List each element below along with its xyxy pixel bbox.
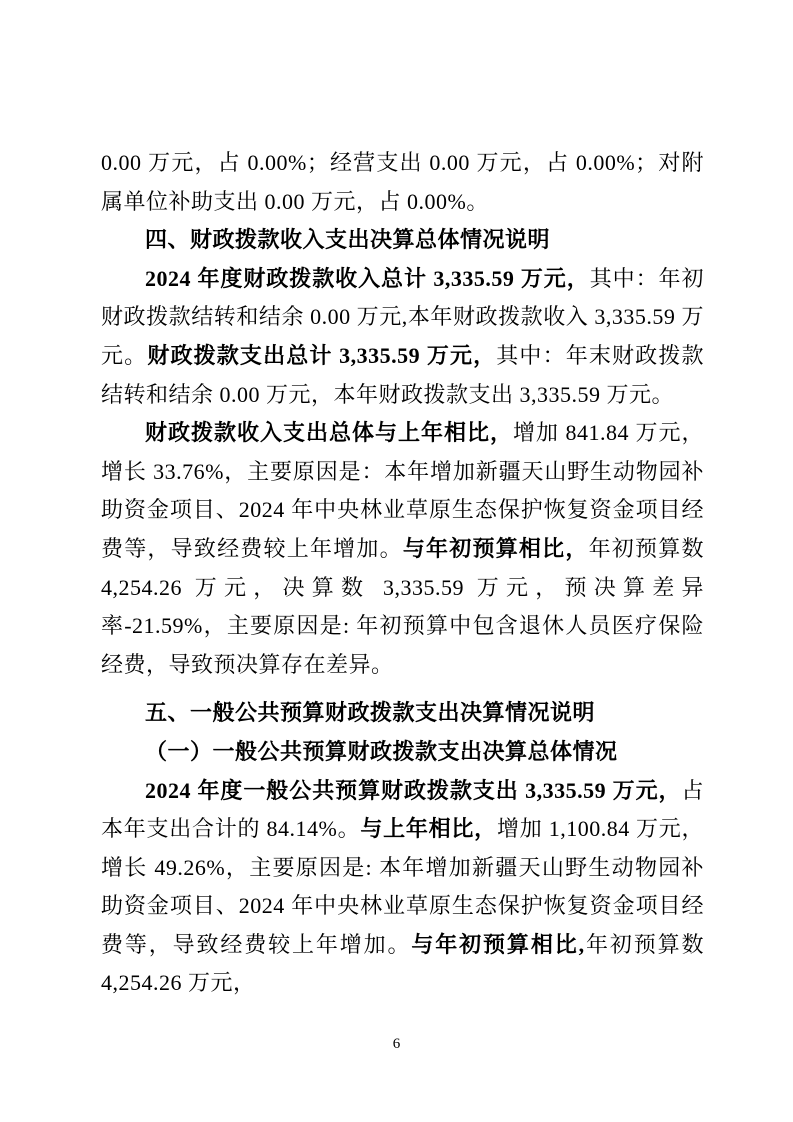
text-run: 0.00 万元，占 0.00%；经营支出 0.00 万元，占 0.00%；对附属单位补助支出 0.00 万元，占 0.00%。 — [101, 150, 704, 214]
text-run: 与年初预算相比, — [411, 931, 585, 957]
text-run: 与年初预算相比， — [402, 535, 589, 561]
paragraph — [101, 772, 704, 1004]
section-heading — [101, 733, 704, 772]
text-run: 2024 年度一般公共预算财政拨款支出 3,335.59 万元， — [145, 777, 682, 803]
text-run: 其中：年初财政拨款结转和结余 0.00 万元,本年财政拨款收入 3,335.59 万元。 — [101, 265, 704, 368]
text-run: 其中：年末财政拨款结转和结余 0.00 万元，本年财政拨款支出 3,335.59 万元。 — [101, 342, 704, 407]
text-run: 年初预算数 4,254.26 万元，决算数 3,335.59 万元，预决算差异率-21.59%，主要原因是: 年初预算中包含退休人员医疗保险经费，导致预决算存在差异。 — [101, 535, 704, 677]
paragraph — [101, 414, 704, 684]
page-footer — [0, 1036, 793, 1053]
page-number: 6 — [392, 1036, 401, 1052]
text-run: （一）一般公共预算财政拨款支出决算总体情况 — [145, 738, 618, 764]
text-run: 2024 年度财政拨款收入总计 3,335.59 万元， — [145, 265, 590, 291]
document-body — [101, 144, 704, 1003]
paragraph — [101, 144, 704, 221]
section-heading — [101, 221, 704, 260]
paragraph — [101, 260, 704, 414]
section-heading — [101, 694, 704, 733]
text-run: 五、一般公共预算财政拨款支出决算情况说明 — [145, 700, 596, 726]
text-run: 四、财政拨款收入支出决算总体情况说明 — [145, 227, 551, 253]
text-run: 增加 1,100.84 万元，增长 49.26%，主要原因是: 本年增加新疆天山野生动物园补助资金项目、2024 年中央林业草原生态保护恢复资金项目经费等，导致经费较上年增加。 — [101, 816, 704, 957]
text-run: 财政拨款收入支出总体与上年相比， — [145, 420, 513, 446]
text-run: 年初预算数 4,254.26 万元， — [101, 931, 704, 996]
text-run: 增加 841.84 万元，增长 33.76%，主要原因是：本年增加新疆天山野生动物园补助资金项目、2024 年中央林业草原生态保护恢复资金项目经费等，导致经费较上年增加。 — [101, 420, 704, 561]
text-run: 财政拨款支出总计 3,335.59 万元， — [147, 342, 497, 368]
text-run: 与上年相比， — [360, 816, 497, 842]
text-run: 占本年支出合计的 84.14%。 — [101, 777, 704, 842]
